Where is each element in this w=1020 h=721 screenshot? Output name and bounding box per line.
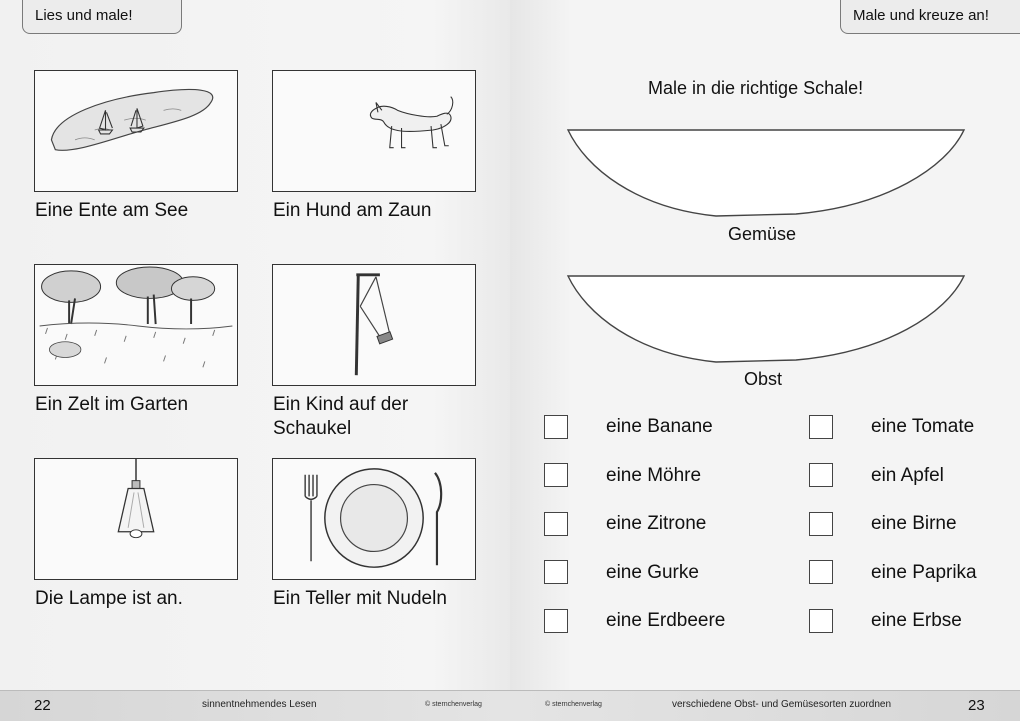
fruit-bowl[interactable] — [566, 274, 966, 364]
item-label: ein Apfel — [871, 465, 944, 486]
checkbox-tomato[interactable] — [809, 415, 833, 439]
item-label: eine Banane — [606, 416, 713, 437]
item-label: eine Zitrone — [606, 513, 707, 534]
left-page-tab: Lies und male! — [22, 0, 182, 34]
dog-picture — [272, 70, 476, 192]
checkbox-apple[interactable] — [809, 463, 833, 487]
vegetable-bowl[interactable] — [566, 128, 966, 218]
checkbox-strawberry[interactable] — [544, 609, 568, 633]
checkbox-lemon[interactable] — [544, 512, 568, 536]
trees-meadow-picture — [34, 264, 238, 386]
instruction-heading: Male in die richtige Schale! — [648, 78, 864, 98]
right-page-tab: Male und kreuze an! — [840, 0, 1020, 34]
swing-picture — [272, 264, 476, 386]
footer-publisher: © sternchenverlag — [545, 701, 602, 708]
footer-topic: verschiedene Obst- und Gemüsesorten zuordnen — [672, 699, 892, 710]
item-label: eine Erbse — [871, 610, 962, 631]
checkbox-banana[interactable] — [544, 415, 568, 439]
checkbox-carrot[interactable] — [544, 463, 568, 487]
bowl-label-vegetables: Gemüse — [728, 224, 797, 244]
card-caption: Ein Hund am Zaun — [273, 200, 432, 221]
lake-sailboats-picture — [34, 70, 238, 192]
checkbox-pepper[interactable] — [809, 560, 833, 584]
footer-publisher: © sternchenverlag — [425, 701, 482, 708]
item-label: eine Gurke — [606, 562, 699, 583]
page-number: 23 — [968, 697, 985, 714]
card-caption: Die Lampe ist an. — [35, 588, 183, 609]
checkbox-cucumber[interactable] — [544, 560, 568, 584]
item-label: eine Möhre — [606, 465, 702, 486]
checkbox-pear[interactable] — [809, 512, 833, 536]
footer-topic: sinnentnehmendes Lesen — [202, 699, 317, 710]
card-caption: Ein Teller mit Nudeln — [273, 588, 447, 609]
lamp-picture — [34, 458, 238, 580]
page-number: 22 — [34, 697, 51, 714]
plate-cutlery-picture — [272, 458, 476, 580]
card-caption: Eine Ente am See — [35, 200, 189, 221]
card-caption: Ein Zelt im Garten — [35, 394, 189, 415]
bowl-label-fruit: Obst — [744, 369, 783, 389]
checkbox-pea[interactable] — [809, 609, 833, 633]
item-label: eine Paprika — [871, 562, 977, 583]
item-label: eine Erdbeere — [606, 610, 726, 631]
item-label: eine Tomate — [871, 416, 975, 437]
item-label: eine Birne — [871, 513, 957, 534]
card-caption: Ein Kind auf der Schaukel — [273, 394, 409, 439]
